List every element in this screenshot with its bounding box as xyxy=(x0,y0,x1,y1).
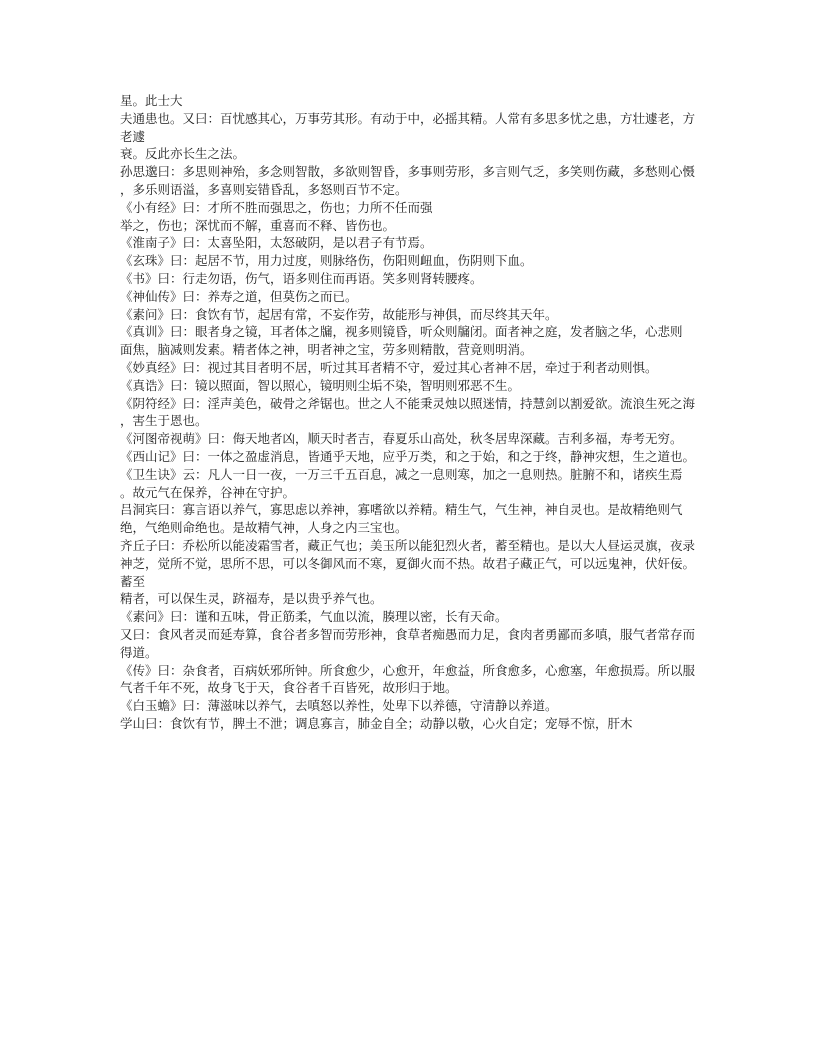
text-line: 《河图帝视萌》曰：侮天地者凶，顺天时者吉，春夏乐山高处，秋冬居卑深藏。吉利多福，寿考无穷。 xyxy=(120,431,683,447)
document-body xyxy=(120,92,704,733)
text-line: 得道。 xyxy=(120,644,158,660)
text-line: 《书》曰：行走勿语，伤气，语多则住而再语。笑多则肾转腰疼。 xyxy=(120,270,483,286)
text-line: 《传》曰：杂食者，百病妖邪所钟。所食愈少，心愈开，年愈益，所食愈多，心愈塞，年愈损焉。所以服 xyxy=(120,662,696,678)
text-line: 《素问》曰：谨和五味，骨正筋柔，气血以流，腠理以密，长有天命。 xyxy=(120,609,508,625)
text-line: 《真诰》曰：镜以照面，智以照心，镜明则尘垢不染，智明则邪恶不生。 xyxy=(120,377,521,393)
text-line: 又曰：食风者灵而延寿算，食谷者多智而劳形神，食草者痴愚而力足，食肉者勇鄙而多嗔，服气者常存而 xyxy=(120,626,696,642)
text-line: 气者千年不死，故身飞于天，食谷者千百皆死，故形归于地。 xyxy=(120,680,458,696)
text-line: ，多乐则语溢，多喜则妄错昏乱，多怒则百节不定。 xyxy=(120,181,408,197)
text-line: 齐丘子曰：乔松所以能凌霜雪者，藏正气也；美玉所以能犯烈火者，蓄至精也。是以大人昼运灵旗，夜录 xyxy=(120,537,696,553)
text-line: 《神仙传》曰：养寿之道，但莫伤之而已。 xyxy=(120,288,358,304)
text-line: 《玄珠》曰：起居不节，用力过度，则脉络伤，伤阳则衄血，伤阴则下血。 xyxy=(120,253,533,269)
text-line: 举之，伤也；深忧而不解，重喜而不释、皆伤也。 xyxy=(120,217,396,233)
text-line: 学山曰：食饮有节，脾土不泄；调息寡言，肺金自全；动静以敬，心火自定；宠辱不惊，肝木 xyxy=(120,715,633,731)
text-line: 星。此士大 xyxy=(120,93,183,108)
text-line: 《卫生诀》云：凡人一日一夜，一万三千五百息，减之一息则寒，加之一息则热。脏腑不和，诸疾生焉 xyxy=(120,466,683,482)
text-line: 《淮南子》曰：太喜坠阳，太怒破阴，是以君子有节焉。 xyxy=(120,235,433,251)
text-line: 衰。反此亦长生之法。 xyxy=(120,146,246,162)
text-line: 面焦，脑减则发素。精者体之神，明者神之宝，劳多则精散，营竟则明消。 xyxy=(120,342,533,358)
text-line: 精者，可以保生灵，跻福寿，是以贵乎养气也。 xyxy=(120,591,383,607)
text-line: 《西山记》曰：一体之盈虚消息，皆通乎天地，应乎万类，和之于始，和之于终，静神灾想，生之道也。 xyxy=(120,448,696,464)
text-line: 绝，气绝则命绝也。是故精气神，人身之内三宝也。 xyxy=(120,520,408,536)
text-line: ，害生于恩也。 xyxy=(120,413,208,429)
text-line: 《小有经》曰：才所不胜而强思之，伤也；力所不任而强 xyxy=(120,199,433,215)
text-line: 吕洞宾曰：寡言语以养气，寡思虑以养神，寡嗜欲以养精。精生气，气生神，神自灵也。是故精绝则气 xyxy=(120,502,683,518)
text-line: 《阴符经》曰：淫声美色，破骨之斧锯也。世之人不能秉灵烛以照迷情，持慧剑以割爱欲。流浪生死之海 xyxy=(120,395,696,411)
text-line: 孙思邈曰：多思则神殆，多念则智散，多欲则智昏，多事则劳形，多言则气乏，多笑则伤藏，多愁则心慑 xyxy=(120,164,696,180)
text-line: 《素问》曰：食饮有节，起居有常，不妄作劳，故能形与神俱，而尽终其天年。 xyxy=(120,306,558,322)
text-line: 夫通患也。又曰：百忧感其心，万事劳其形。有动于中，必摇其精。人常有多思多忧之患，方壮遽老，方老遽 xyxy=(120,110,696,144)
text-line: 《白玉蟾》曰：薄滋味以养气，去嗔怒以养性，处卑下以养德，守清静以养道。 xyxy=(120,698,558,714)
text-line: 。故元气在保养，谷神在守护。 xyxy=(120,484,296,500)
text-line: 神芝，觉所不觉，思所不思，可以冬御风而不寒，夏御火而不热。故君子藏正气，可以远鬼神，伏奸佞。蓄至 xyxy=(120,555,696,589)
text-line: 《妙真经》曰：视过其目者明不居，听过其耳者精不守，爱过其心者神不居，牵过于利者动则惧。 xyxy=(120,359,658,375)
text-line: 《真训》曰：眼者身之镜，耳者体之牖，视多则镜昏，听众则牖闭。面者神之庭，发者脑之华，心悲则 xyxy=(120,324,683,340)
